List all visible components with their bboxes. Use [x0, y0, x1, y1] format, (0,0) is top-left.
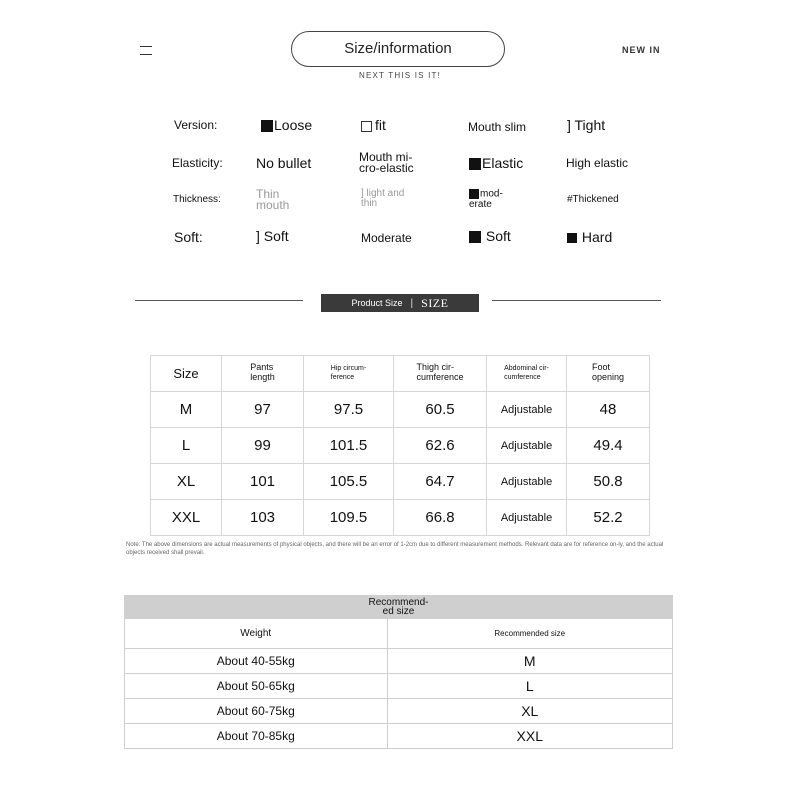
- thickness-option-thickened: #Thickened: [567, 194, 619, 205]
- selected-square-icon: [261, 120, 273, 132]
- row-foot-opening: 48: [567, 392, 650, 428]
- soft-option-hard: Hard: [567, 229, 612, 245]
- row-foot-opening: 49.4: [567, 428, 650, 464]
- row-hip: 97.5: [304, 392, 394, 428]
- weight-cell: About 50-65kg: [125, 674, 388, 699]
- header-abdominal-circumference: Abdominal cir- cumference: [487, 356, 567, 392]
- elasticity-option-micro-elastic: Mouth mi- cro-elastic: [359, 150, 414, 175]
- soft-label: Soft:: [174, 229, 203, 245]
- tagline: NEXT THIS IS IT!: [358, 71, 442, 80]
- row-thigh: 66.8: [394, 500, 487, 536]
- table-header-row: [151, 356, 650, 392]
- banner-separator: |: [410, 297, 414, 309]
- thickness-label: Thickness:: [173, 194, 221, 205]
- header-size: Size: [151, 356, 222, 392]
- row-foot-opening: 50.8: [567, 464, 650, 500]
- version-option-loose: Loose: [261, 117, 312, 133]
- row-size: L: [151, 428, 222, 464]
- selected-square-icon: [469, 158, 481, 170]
- table-row: [151, 500, 650, 536]
- size-cell: L: [387, 674, 673, 699]
- divider-right: [492, 300, 661, 301]
- row-abdominal: Adjustable: [487, 500, 567, 536]
- row-pants-length: 99: [222, 428, 304, 464]
- size-cell: XXL: [387, 724, 673, 749]
- weight-column-header: Weight: [125, 619, 388, 649]
- thickness-option-thin-mouth: Thin mouth: [256, 187, 290, 212]
- header-pants-length: Pants length: [222, 356, 304, 392]
- weight-cell: About 40-55kg: [125, 649, 388, 674]
- table-row: [125, 724, 673, 749]
- row-pants-length: 101: [222, 464, 304, 500]
- elasticity-option-no-bullet: No bullet: [256, 155, 312, 171]
- recommended-size-table: [124, 595, 673, 749]
- row-abdominal: Adjustable: [487, 392, 567, 428]
- row-pants-length: 103: [222, 500, 304, 536]
- new-in-link[interactable]: NEW IN: [622, 45, 661, 55]
- row-size: XL: [151, 464, 222, 500]
- row-pants-length: 97: [222, 392, 304, 428]
- weight-cell: About 60-75kg: [125, 699, 388, 724]
- table-row: [151, 464, 650, 500]
- row-hip: 101.5: [304, 428, 394, 464]
- row-abdominal: Adjustable: [487, 464, 567, 500]
- header-hip-circumference: Hip circum- ference: [304, 356, 394, 392]
- row-hip: 105.5: [304, 464, 394, 500]
- soft-option-soft-selected: Soft: [469, 228, 511, 244]
- elasticity-option-high-elastic: High elastic: [566, 156, 629, 170]
- table-row: [125, 699, 673, 724]
- version-option-tight: ] Tight: [567, 117, 606, 133]
- thickness-option-moderate: mod- erate: [469, 188, 503, 210]
- row-foot-opening: 52.2: [567, 500, 650, 536]
- product-size-banner: [321, 294, 479, 312]
- elasticity-label: Elasticity:: [172, 156, 223, 170]
- size-table: [150, 355, 650, 536]
- menu-icon[interactable]: [140, 46, 152, 58]
- row-hip: 109.5: [304, 500, 394, 536]
- thickness-option-light-thin: ] light and thin: [361, 188, 405, 209]
- row-abdominal: Adjustable: [487, 428, 567, 464]
- header-foot-opening: Foot opening: [567, 356, 650, 392]
- selected-square-icon: [567, 233, 577, 243]
- row-size: M: [151, 392, 222, 428]
- table-row: [151, 392, 650, 428]
- row-thigh: 60.5: [394, 392, 487, 428]
- banner-left-text: Product Size: [351, 298, 403, 308]
- measurement-note: Note: The above dimensions are actual measurements of physical objects, and there will be an error of 1-2cm due to different measurement methods. Relevant data are for reference on-ly, and the actual objects received shall prevail.: [126, 542, 664, 556]
- version-option-fit: fit: [361, 117, 386, 133]
- header-thigh-circumference: Thigh cir- cumference: [394, 356, 487, 392]
- row-thigh: 64.7: [394, 464, 487, 500]
- recommended-size-title: Recommend- ed size: [125, 596, 673, 619]
- version-label: Version:: [174, 118, 218, 132]
- recommended-size-column-header: Recommended size: [387, 619, 673, 649]
- table-row: [151, 428, 650, 464]
- selected-square-icon: [469, 231, 481, 243]
- page-title: Size/information: [291, 31, 505, 67]
- weight-cell: About 70-85kg: [125, 724, 388, 749]
- row-thigh: 62.6: [394, 428, 487, 464]
- size-cell: M: [387, 649, 673, 674]
- selected-square-icon: [469, 189, 479, 199]
- unselected-square-icon: [361, 121, 372, 132]
- size-cell: XL: [387, 699, 673, 724]
- divider-left: [135, 300, 303, 301]
- version-option-mouth-slim: Mouth slim: [468, 120, 527, 134]
- soft-option-moderate: Moderate: [361, 231, 412, 245]
- table-row: [125, 649, 673, 674]
- soft-option-soft: ] Soft: [256, 228, 289, 244]
- table-row: [125, 674, 673, 699]
- elasticity-option-elastic: Elastic: [469, 155, 523, 171]
- row-size: XXL: [151, 500, 222, 536]
- banner-right-text: SIZE: [421, 295, 449, 310]
